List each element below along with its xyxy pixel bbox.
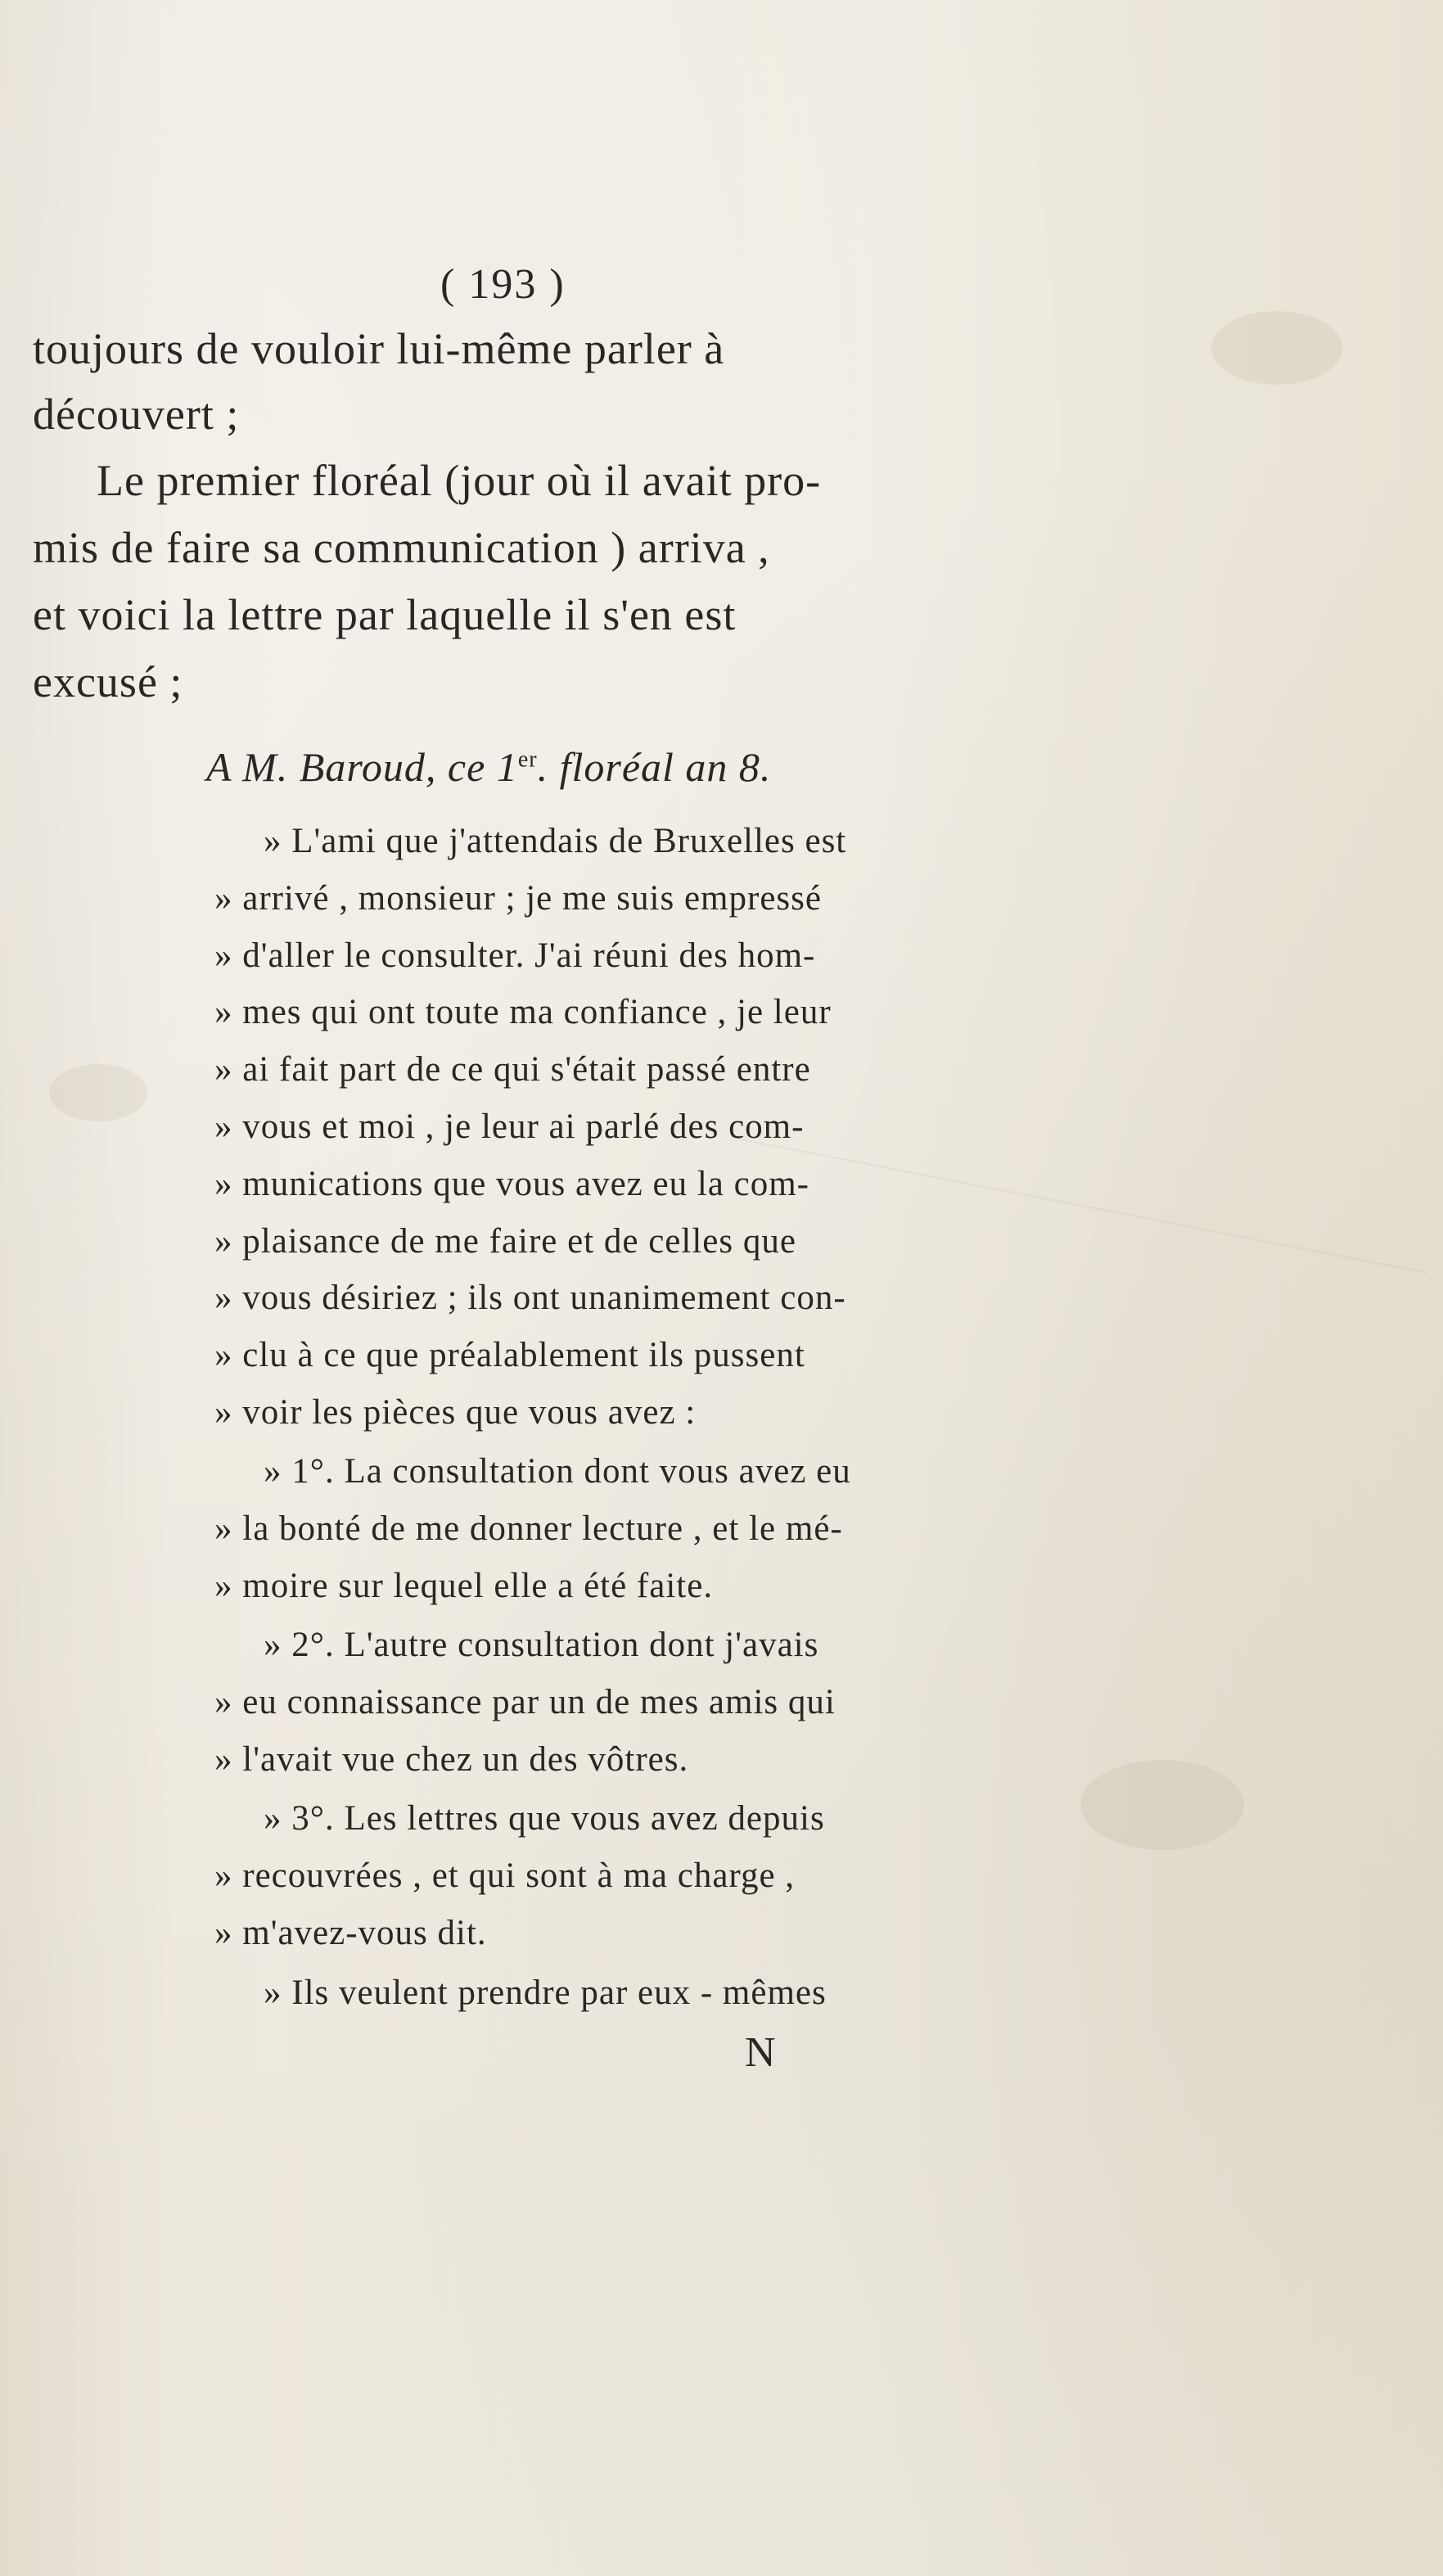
letter-line: » d'aller le consulter. J'ai réuni des hom-: [214, 936, 816, 975]
letter-line: » 1°. La consultation dont vous avez eu: [264, 1452, 851, 1491]
letter-line: » plaisance de me faire et de celles que: [214, 1222, 796, 1261]
foxing-stain: [1080, 1760, 1244, 1850]
letter-line: » vous désiriez ; ils ont unanimement con-: [214, 1279, 846, 1317]
letter-line: » eu connaissance par un de mes amis qui: [214, 1683, 836, 1721]
intro-line: mis de faire sa communication ) arriva ,: [33, 523, 770, 572]
letter-line: » 2°. L'autre consultation dont j'avais: [264, 1626, 819, 1664]
signature-mark: N: [745, 2029, 776, 2076]
letter-line: » m'avez-vous dit.: [214, 1914, 487, 1952]
letter-line: » L'ami que j'attendais de Bruxelles est: [264, 822, 847, 860]
letter-heading-suffix: . floréal an 8.: [537, 744, 772, 790]
intro-line: Le premier floréal (jour où il avait pro-: [97, 456, 822, 505]
letter-line: » recouvrées , et qui sont à ma charge ,: [214, 1856, 796, 1895]
paper-crease: [737, 1138, 1428, 1274]
letter-line: » voir les pièces que vous avez :: [214, 1393, 697, 1432]
letter-line: » moire sur lequel elle a été faite.: [214, 1567, 714, 1605]
page-number: ( 193 ): [440, 261, 566, 308]
letter-heading-prefix: A M. Baroud, ce 1: [206, 744, 518, 790]
letter-line: » vous et moi , je leur ai parlé des com-: [214, 1108, 805, 1146]
foxing-stain: [49, 1064, 147, 1121]
letter-line: » clu à ce que préalablement ils pussent: [214, 1336, 805, 1374]
letter-line: » munications que vous avez eu la com-: [214, 1165, 809, 1203]
intro-line: excusé ;: [33, 657, 183, 706]
letter-line: » arrivé , monsieur ; je me suis empressé: [214, 879, 822, 918]
foxing-stain: [1211, 311, 1342, 385]
letter-line: » 3°. Les lettres que vous avez depuis: [264, 1799, 825, 1838]
letter-heading: [206, 743, 771, 791]
intro-line: toujours de vouloir lui-même parler à: [33, 324, 725, 373]
intro-line: et voici la lettre par laquelle il s'en est: [33, 590, 737, 639]
intro-line: découvert ;: [33, 390, 240, 439]
letter-heading-ordinal: er: [517, 747, 538, 773]
letter-line: » la bonté de me donner lecture , et le mé-: [214, 1509, 843, 1548]
letter-line: » l'avait vue chez un des vôtres.: [214, 1740, 689, 1779]
letter-line: » Ils veulent prendre par eux - mêmes: [264, 1974, 827, 2012]
letter-line: » mes qui ont toute ma confiance , je leur: [214, 993, 832, 1031]
letter-line: » ai fait part de ce qui s'était passé entre: [214, 1050, 811, 1089]
